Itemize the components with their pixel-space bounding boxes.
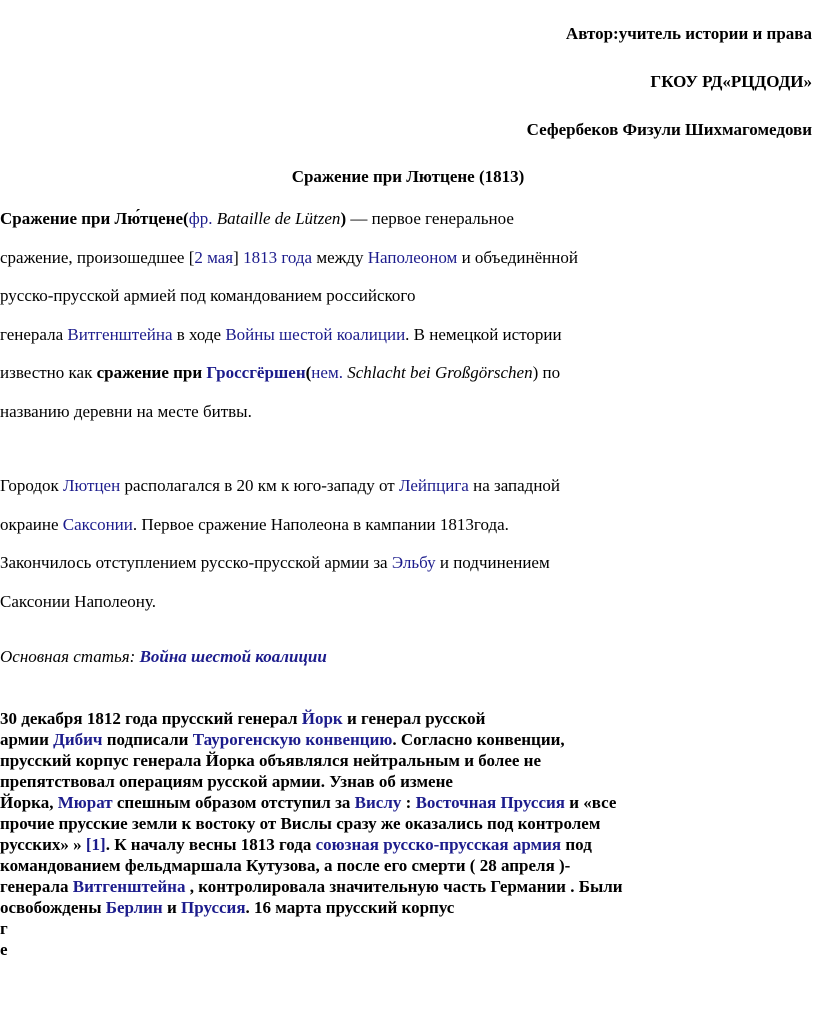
paragraph-line: Закончилось отступлением русско-прусской армии за Эльбу и подчинением [0, 553, 550, 572]
document-title: Сражение при Лютцене (1813) [291, 167, 525, 186]
paragraph-line: сражение, произошедшее [2 мая] 1813 года между Наполеоном и объединённой [0, 247, 578, 267]
link-lutzen[interactable]: Лютцен [63, 476, 121, 495]
link-tauroggen-convention[interactable]: Таурогенскую конвенцию [192, 730, 393, 749]
link-york[interactable]: Йорк [301, 709, 343, 728]
author-name-line: Сефербеков Физули Шихмагомедови [526, 120, 812, 139]
paragraph-location [0, 467, 812, 621]
link-main-article[interactable]: Война шестой коалиции [139, 647, 327, 666]
paragraph-line: окраине Саксонии. Первое сражение Наполеона в кампании 1813года. [0, 514, 509, 534]
paragraph-line: русско-прусской армией под командованием российского [0, 286, 416, 305]
main-article-label: Основная статья: [0, 647, 140, 666]
link-saxony[interactable]: Саксонии [62, 514, 133, 534]
link-east-prussia[interactable]: Восточная Пруссия [415, 793, 565, 812]
link-wittgenstein-2[interactable]: Витгенштейна [72, 877, 186, 896]
paragraph-line: освобождены Берлин и Пруссия. 16 марта прусский корпус [0, 898, 455, 917]
link-german[interactable]: нем. [311, 363, 343, 382]
paragraph-line: прочие прусские земли к востоку от Вислы сразу же оказались под контролем [0, 814, 601, 833]
paragraph-line: известно как сражение при Гроссгёршен(нем. Schlacht bei Großgörschen) по [0, 363, 561, 382]
link-napoleon[interactable]: Наполеоном [367, 247, 458, 267]
paragraph-line: прусский корпус генерала Йорка объявлялся нейтральным и более не [0, 751, 542, 770]
paragraph-line: армии Дибич подписали Таурогенскую конвенцию. Согласно конвенции, [0, 730, 565, 749]
link-diebitsch[interactable]: Дибич [53, 730, 103, 749]
paragraph-line: Сражение при Лю́тцене(фр. Bataille de Lützen) — первое генеральное [0, 209, 514, 228]
link-murat[interactable]: Мюрат [57, 793, 113, 812]
paragraph-line: русских» » [1]. К началу весны 1813 года союзная русско-прусская армия под [0, 835, 592, 854]
paragraph-history [0, 708, 812, 960]
link-prussia[interactable]: Пруссия [181, 898, 246, 917]
link-allied-army[interactable]: союзная русско-прусская армия [315, 835, 562, 854]
organization-line: ГКОУ РД«РЦДОДИ» [650, 72, 812, 91]
battle-name: Сражение при Лю́тцене [0, 209, 184, 228]
german-title: Schlacht bei Großgörschen [342, 363, 533, 382]
paragraph-line: генерала Витгенштейна , контролировала значительную часть Германии . Были [0, 877, 623, 896]
paragraph-line: г [0, 919, 8, 938]
main-article-note [0, 647, 327, 667]
paragraph-line: командованием фельдмаршала Кутузова, а после его смерти ( 28 апреля )- [0, 856, 571, 875]
link-berlin[interactable]: Берлин [105, 898, 163, 917]
link-elbe[interactable]: Эльбу [391, 553, 436, 572]
paragraph-line: Йорка, Мюрат спешным образом отступил за Вислу : Восточная Пруссия и «все [0, 793, 617, 812]
link-vistula[interactable]: Вислу [354, 793, 402, 812]
paragraph-line: названию деревни на месте битвы. [0, 401, 252, 421]
link-wittgenstein[interactable]: Витгенштейна [67, 324, 173, 344]
link-french[interactable]: фр. [188, 209, 213, 228]
paragraph-intro [0, 200, 812, 431]
link-war-sixth-coalition[interactable]: Войны шестой коалиции [225, 324, 406, 344]
link-leipzig[interactable]: Лейпцига [398, 476, 469, 495]
paragraph-line: препятствовал операциям русской армии. Узнав об измене [0, 772, 453, 791]
link-year-1813[interactable]: 1813 года [243, 247, 313, 267]
paragraph-line: Саксонии Наполеону. [0, 591, 156, 611]
link-may-2[interactable]: 2 мая [194, 247, 234, 267]
paragraph-line: 30 декабря 1812 года прусский генерал Йорк и генерал русской [0, 709, 486, 728]
paragraph-line: Городок Лютцен располагался в 20 км к юго-западу от Лейпцига на западной [0, 476, 561, 495]
paragraph-line: генерала Витгенштейна в ходе Войны шестой коалиции. В немецкой истории [0, 324, 562, 344]
link-grossgorschen[interactable]: Гроссгёршен [206, 363, 306, 382]
french-title: Bataille de Lützen [212, 209, 341, 228]
author-line: Автор:учитель истории и права [565, 24, 812, 43]
link-reference-1[interactable]: [1] [85, 835, 106, 854]
paragraph-line: е [0, 940, 8, 959]
